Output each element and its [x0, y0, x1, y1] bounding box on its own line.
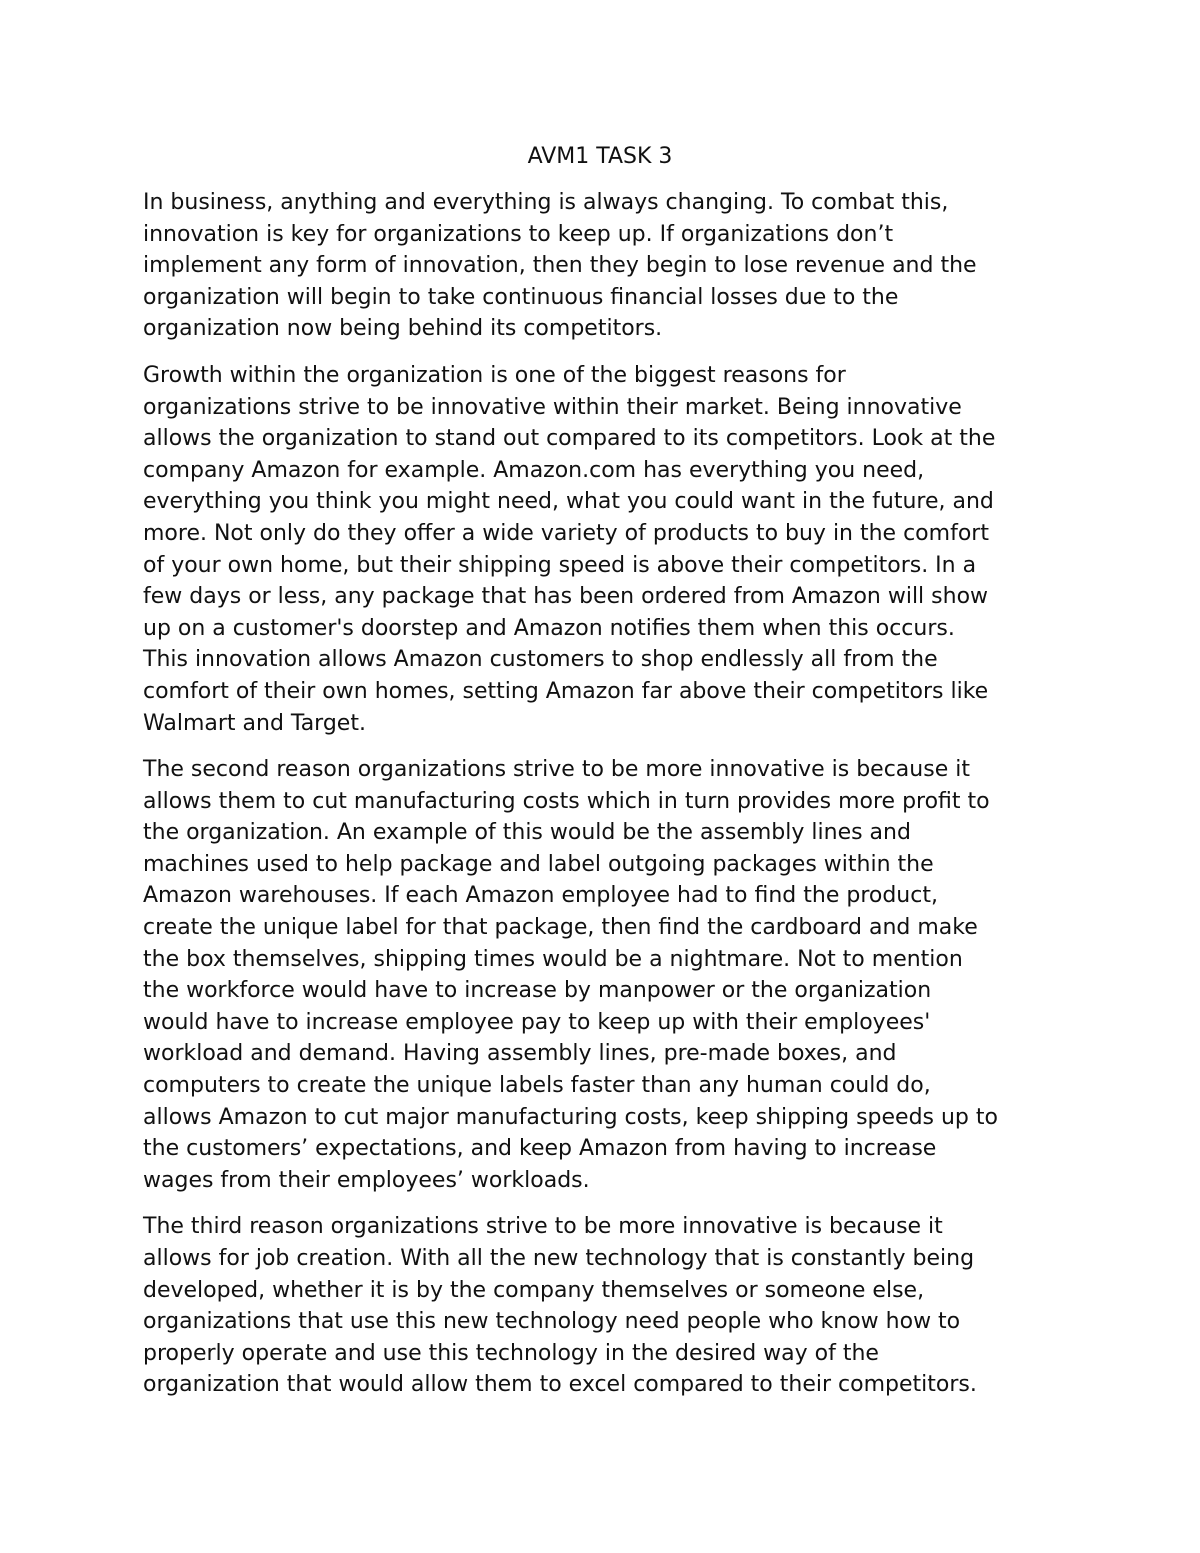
paragraph-manufacturing-costs: The second reason organizations strive to be more innovative is because it allows them to cut manufacturing costs which in turn provides more profit to the organization. An example of this would be the assembly lines and machines used to help package and label outgoing packages within the Amazon warehouses. If each Amazon employee had to find the product, create the unique label for that package, then find the cardboard and make the box themselves, shipping times would be a nightmare. Not to mention the workforce would have to increase by manpower or the organization would have to increase employee pay to keep up with their employees' workload and demand. Having assembly lines, pre-made boxes, and computers to create the unique labels faster than any human could do, allows Amazon to cut major manufacturing costs, keep shipping speeds up to the customers’ expectations, and keep Amazon from having to increase wages from their employees’ workloads.	[143, 757, 998, 1193]
paragraph-growth: Growth within the organization is one of the biggest reasons for organizations strive to be innovative within their market. Being innovative allows the organization to stand out compared to its competitors. Look at the company Amazon for example. Amazon.com has everything you need, everything you think you might need, what you could want in the future, and more. Not only do they offer a wide variety of products to buy in the comfort of your own home, but their shipping speed is above their competitors. In a few days or less, any package that has been ordered from Amazon will show up on a customer's doorstep and Amazon notifies them when this occurs. This innovation allows Amazon customers to shop endlessly all from the comfort of their own homes, setting Amazon far above their competitors like Walmart and Target.	[143, 362, 996, 736]
paragraph-job-creation: The third reason organizations strive to be more innovative is because it allows for job creation. With all the new technology that is constantly being developed, whether it is by the company themselves or someone else, organizations that use this new technology need people who know how to properly operate and use this technology in the desired way of the organization that would allow them to excel compared to their competitors.	[143, 1214, 977, 1398]
document-body	[143, 187, 1073, 1416]
paragraph-intro: In business, anything and everything is always changing. To combat this, innovation is key for organizations to keep up. If organizations don’t implement any form of innovation, then they begin to lose revenue and the organization will begin to take continuous financial losses due to the organization now being behind its competitors.	[143, 190, 977, 342]
document-title: AVM1 TASK 3	[527, 144, 673, 169]
